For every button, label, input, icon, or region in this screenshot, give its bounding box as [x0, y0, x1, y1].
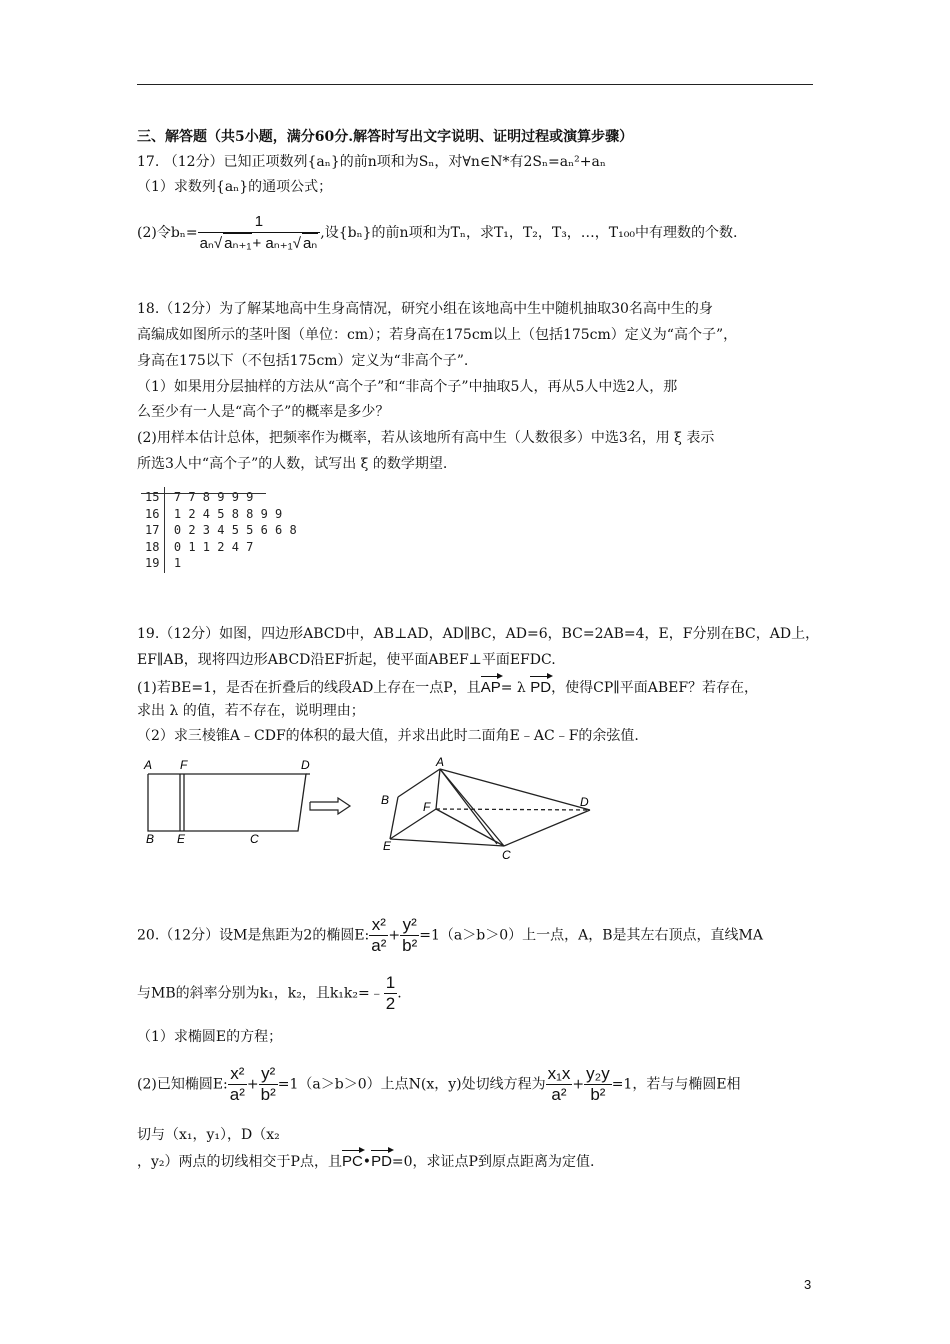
q20-line2-a: 与MB的斜率分别为k₁，k₂，且k₁k₂=﹣: [137, 985, 384, 1002]
q20-part2-x2: x²: [228, 1064, 247, 1085]
leaves-19: 1: [173, 556, 182, 570]
q20-line6-a: ，y₂）两点的切线相交于P点，且: [137, 1154, 342, 1170]
q20-part2-y-frac: [259, 1064, 278, 1105]
q19-eq-lambda: = λ: [500, 680, 526, 696]
q17-part2: [137, 212, 737, 254]
q17-den-plus: + aₙ₊₁: [252, 235, 293, 252]
q20-line5: 切与（x₁，y₁），D（x₂: [137, 1127, 280, 1143]
q20-tangent-a2: a²: [551, 1085, 567, 1104]
q20-part2-b2: b²: [260, 1085, 276, 1104]
stem-18: 18: [145, 539, 160, 554]
q20-half-num: 1: [385, 973, 396, 992]
stem-row-19: [145, 555, 297, 572]
fold-arrow-icon: [310, 798, 350, 814]
q17-frac-den: aₙ√ aₙ₊₁+ aₙ₊₁√ aₙ: [199, 235, 318, 252]
q17-den-sqrt2: aₙ: [302, 235, 318, 252]
q17-part2-suffix: ,设{bₙ}的前n项和为Tₙ，求T₁，T₂，T₃，…，T₁₀₀中有理数的个数.: [320, 225, 738, 241]
stem-19: 19: [145, 556, 160, 570]
q20-part2-b: =1（a＞b＞0）上点N(x，y)处切线方程为: [277, 1076, 546, 1093]
q17-den-sqrt1: aₙ₊₁: [224, 235, 252, 252]
stem-15: 15: [145, 490, 160, 504]
q20-x1x: x₁x: [547, 1064, 571, 1083]
q20-part2: [137, 1064, 741, 1105]
stem-row-15: [145, 489, 297, 506]
q18-line3: 身高在175以下（不包括175cm）定义为“非高个子”.: [137, 353, 469, 369]
leaves-17: 0 2 3 4 5 5 6 6 8: [173, 523, 297, 537]
q20-line1-a: 20.（12分）设M是焦距为2的椭圆E:: [137, 927, 370, 944]
q19-line4: 求出 λ 的值，若不存在，说明理由；: [137, 703, 365, 719]
q19-line1: 19.（12分）如图，四边形ABCD中，AB⊥AD，AD∥BC，AD=6，BC=2AB=4，E，F分别在BC，AD上，: [137, 626, 820, 642]
q20-part2-a2: a²: [229, 1085, 245, 1104]
fig2-label-e: E: [383, 839, 392, 853]
q20-ellipse-x-frac: [369, 915, 388, 956]
q20-part2-plus: +: [246, 1076, 259, 1093]
q20-line1-b: =1（a＞b＞0）上一点，A，B是其左右顶点，直线MA: [419, 927, 763, 944]
q20-tangent-y-frac: [584, 1064, 612, 1105]
page-number: 3: [804, 1277, 812, 1292]
q20-line6: [137, 1148, 594, 1172]
leaves-16: 1 2 4 5 8 8 9 9: [173, 506, 283, 521]
stem-row-16: [145, 506, 297, 523]
q20-tangent-x-frac: [546, 1064, 573, 1105]
fig1-label-f: F: [180, 758, 188, 772]
stem-leaf-plot: [145, 489, 297, 572]
q20-dot: •: [362, 1154, 372, 1170]
q20-ellipse-y-frac: [400, 915, 419, 956]
leaves-15: 7 7 8 9 9 9: [173, 490, 254, 504]
q20-b2: b²: [402, 936, 418, 955]
stem-row-17: [145, 522, 297, 539]
q20-part2-c: =1，若与与椭圆E相: [611, 1076, 741, 1093]
fig2-label-b: B: [381, 793, 390, 807]
q17-bn-fraction: [198, 212, 321, 254]
vector-pc: PC: [342, 1148, 363, 1172]
fig2-label-c: C: [502, 848, 511, 862]
fig1-label-e: E: [177, 832, 186, 846]
q20-line2: [137, 973, 402, 1014]
stem-17: 17: [145, 523, 160, 537]
fig1-label-d: D: [301, 758, 310, 772]
q20-tangent-plus: +: [572, 1076, 585, 1093]
stem-row-18: [145, 539, 297, 556]
q20-half-frac: [384, 973, 397, 1014]
q20-line2-b: .: [397, 985, 402, 1002]
q20-tangent-b2: b²: [590, 1085, 606, 1104]
q19-line3: [137, 674, 758, 698]
header-rule: [137, 84, 813, 85]
q20-line6-b: =0，求证点P到原点距离为定值.: [391, 1154, 595, 1170]
vector-pd-q20: PD: [371, 1148, 392, 1172]
vector-ap: AP: [481, 674, 501, 698]
fig2-label-a: A: [436, 755, 445, 769]
q20-line1: [137, 915, 763, 956]
fig1-label-a: A: [144, 758, 153, 772]
q20-part1: （1）求椭圆E的方程；: [137, 1029, 283, 1045]
fig1-label-c: C: [250, 832, 259, 846]
figure-folded-solid: [390, 769, 590, 846]
fig1-label-b: B: [146, 832, 155, 846]
q17-den-a: aₙ: [199, 235, 214, 252]
q17-part2-prefix: (2)令bₙ=: [137, 225, 198, 241]
q19-figures: [140, 755, 620, 865]
leaves-18: 0 1 1 2 4 7: [173, 539, 254, 554]
q20-y2y: y₂y: [586, 1064, 610, 1083]
q20-y2: y²: [400, 915, 419, 936]
q19-line3-a: (1)若BE=1，是否在折叠后的线段AD上存在一点P，且: [137, 680, 481, 696]
stem-16: 16: [145, 506, 160, 521]
figure-flat-quadrilateral: [148, 774, 310, 831]
q19-line5: （2）求三棱锥A﹣CDF的体积的最大值，并求出此时二面角E﹣AC﹣F的余弦值.: [137, 728, 639, 744]
q19-line2: EF∥AB，现将四边形ABCD沿EF折起，使平面ABEF⊥平面EFDC.: [137, 652, 556, 668]
q20-a2: a²: [371, 936, 387, 955]
fig2-label-f: F: [423, 800, 431, 814]
q18-line5: 么至少有一人是“高个子”的概率是多少？: [137, 404, 390, 420]
q20-x2: x²: [369, 915, 388, 936]
section-title: 三、解答题（共5小题，满分60分.解答时写出文字说明、证明过程或演算步骤）: [137, 129, 634, 145]
q18-line1: 18.（12分）为了解某地高中生身高情况，研究小组在该地高中生中随机抽取30名高中生的身: [137, 301, 713, 317]
q20-half-den: 2: [385, 994, 396, 1013]
q19-line3-b: ，使得CP∥平面ABEF？若存在，: [551, 680, 759, 696]
q18-line7: 所选3人中“高个子”的人数，试写出 ξ 的数学期望.: [137, 456, 448, 472]
q18-line6: (2)用样本估计总体，把频率作为概率，若从该地所有高中生（人数很多）中选3名，用 ξ 表示: [137, 430, 715, 446]
q17-frac-num: 1: [198, 212, 321, 233]
q20-part2-a: (2)已知椭圆E:: [137, 1076, 228, 1093]
q17-stem: 17. （12分）已知正项数列{aₙ}的前n项和为Sₙ，对∀n∈N*有2Sₙ=aₙ²+aₙ: [137, 154, 606, 170]
q20-part2-y2: y²: [259, 1064, 278, 1085]
q20-plus: +: [388, 927, 401, 944]
vector-pd: PD: [530, 674, 551, 698]
q17-part1: （1）求数列{aₙ}的通项公式；: [137, 179, 333, 195]
q18-line4: （1）如果用分层抽样的方法从“高个子”和“非高个子”中抽取5人，再从5人中选2人，那: [137, 379, 678, 395]
q20-part2-x-frac: [228, 1064, 247, 1105]
q18-line2: 高编成如图所示的茎叶图（单位：cm）；若身高在175cm以上（包括175cm）定义为“高个子”，: [137, 327, 738, 343]
fig2-label-d: D: [580, 795, 589, 809]
